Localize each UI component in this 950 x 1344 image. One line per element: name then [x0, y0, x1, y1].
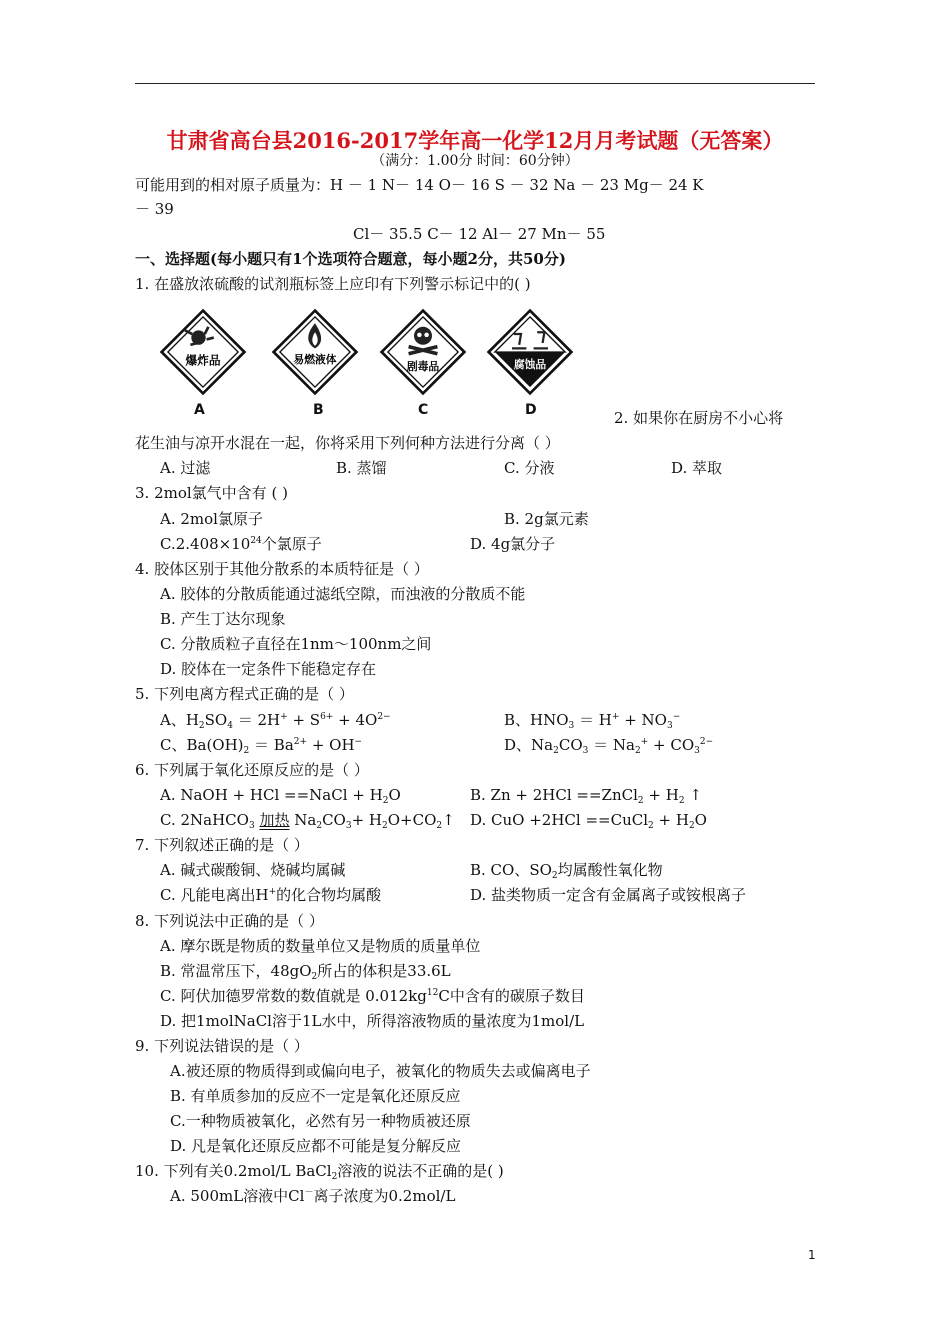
sign-letter-b: B [313, 402, 324, 418]
document-subtitle: （满分：1.00分 时间：60分钟） [371, 153, 579, 169]
option-text: B. 常温常压下，$48gO_2$所占的体积是33.6L [160, 962, 451, 982]
option-text: D、$Na_2CO_3 = Na_2^+ + CO_3^{2-}$ [504, 736, 714, 756]
question-3: 3. 2mol氯气中含有 ( ) [135, 484, 288, 502]
sign-letter-a: A [194, 402, 205, 418]
option-text: C.一种物质被氧化，必然有另一种物质被还原 [170, 1112, 471, 1130]
option-text: D. 萃取 [671, 459, 723, 477]
option-text: D. 4g氯分子 [470, 535, 556, 553]
option-text: D. CuO +2HCl ==CuCl$_2$ + $H_2O$ [470, 811, 707, 831]
option-text: C、$Ba(OH)_2 = Ba^{2+} + OH^-$ [160, 736, 363, 756]
question-5: 5. 下列电离方程式正确的是（ ） [135, 685, 354, 703]
option-text: D. 盐类物质一定含有金属离子或铵根离子 [470, 886, 747, 904]
option-text: A、$H_2SO_4 = 2H^+ + S^{6+} + 4O^{2-}$ [160, 711, 391, 731]
page-number: 1 [808, 1248, 816, 1262]
option-text: A. 2mol氯原子 [160, 510, 263, 528]
option-text: A. 500mL溶液中Cl－离子浓度为0.2mol/L [170, 1187, 456, 1205]
explosive-sign-icon [158, 307, 248, 397]
corrosive-sign-icon [485, 307, 575, 397]
question-9: 9. 下列说法错误的是（ ） [135, 1037, 309, 1055]
question-10: 10. 下列有关0.2mol/L BaCl$_2$溶液的说法不正确的是( ) [135, 1162, 504, 1182]
atomic-mass-line-1: 可能用到的相对原子质量为：H － 1 N－ 14 O－ 16 S － 32 Na － 23 Mg－ 24 K [135, 176, 704, 194]
sign-label: 腐蚀品 [513, 358, 547, 372]
option-text: D. 胶体在一定条件下能稳定存在 [160, 660, 377, 678]
option-text: B. 有单质参加的反应不一定是氧化还原反应 [170, 1087, 461, 1105]
option-text: C. 分液 [504, 459, 555, 477]
option-text: B. 2g氯元素 [504, 510, 589, 528]
option-text: A.被还原的物质得到或偏向电子，被氧化的物质失去或偏离电子 [170, 1062, 591, 1080]
document-title: 甘肃省高台县2016-2017学年高一化学12月月考试题（无答案） [166, 128, 784, 153]
sign-letter-d: D [525, 402, 537, 418]
toxic-sign-icon [378, 307, 468, 397]
sign-label: 易燃液体 [293, 352, 337, 366]
option-text: A. 摩尔既是物质的数量单位又是物质的质量单位 [160, 937, 481, 955]
option-text: B. 产生丁达尔现象 [160, 610, 286, 628]
sign-letter-c: C [418, 402, 429, 418]
atomic-mass-line-2: － 39 [135, 200, 174, 218]
option-text: A. NaOH + HCl ==NaCl + $H_2O$ [160, 786, 401, 806]
option-text: C. 分散质粒子直径在1nm～100nm之间 [160, 635, 432, 653]
option-text: B. Zn + 2HCl ==ZnCl$_2$ + $H_2$ ↑ [470, 786, 702, 806]
option-text: A. 胶体的分散质能通过滤纸空隙，而浊液的分散质不能 [160, 585, 526, 603]
question-8: 8. 下列说法中正确的是（ ） [135, 912, 324, 930]
question-4: 4. 胶体区别于其他分散系的本质特征是（ ） [135, 560, 429, 578]
atomic-mass-line-3: Cl－ 35.5 C－ 12 Al－ 27 Mn－ 55 [353, 225, 606, 243]
option-text: $C.2.408\times 10^{24}$个氯原子 [160, 535, 322, 553]
question-1: 1. 在盛放浓硫酸的试剂瓶标签上应印有下列警示标记中的( ) [135, 275, 531, 293]
option-text: B、$HNO_3 = H^+ + NO_3^-$ [504, 711, 681, 731]
question-2-start: 2. 如果你在厨房不小心将 [614, 409, 784, 427]
option-text: B. 蒸馏 [336, 459, 387, 477]
option-text: D. 把1molNaCl溶于1L水中，所得溶液物质的量浓度为1mol/L [160, 1012, 585, 1030]
sign-label: 爆炸品 [185, 353, 221, 368]
option-text: A. 碱式碳酸铜、烧碱均属碱 [160, 861, 346, 879]
option-text: A. 过滤 [160, 459, 211, 477]
question-2-end: 花生油与凉开水混在一起，你将采用下列何种方法进行分离（ ） [135, 434, 560, 452]
section-heading: 一、选择题(每小题只有1个选项符合题意，每小题2分，共50分) [135, 250, 566, 268]
option-text: C. 2NaHCO$_3$ 加热 $Na_2CO_3+$ $H_2O+CO_2↑$ [160, 811, 455, 831]
option-text: C. 阿伏加德罗常数的数值就是 $0.012kg^{12}C$中含有的碳原子数目 [160, 987, 585, 1005]
option-text: B. CO、$SO_2$均属酸性氧化物 [470, 861, 663, 881]
question-6: 6. 下列属于氧化还原反应的是（ ） [135, 761, 369, 779]
header-rule [135, 83, 815, 84]
option-text: C. 凡能电离出H+的化合物均属酸 [160, 886, 382, 904]
question-7: 7. 下列叙述正确的是（ ） [135, 836, 309, 854]
flammable-liquid-sign-icon [270, 307, 360, 397]
sign-label: 剧毒品 [406, 360, 440, 373]
option-text: D. 凡是氧化还原反应都不可能是复分解反应 [170, 1137, 462, 1155]
